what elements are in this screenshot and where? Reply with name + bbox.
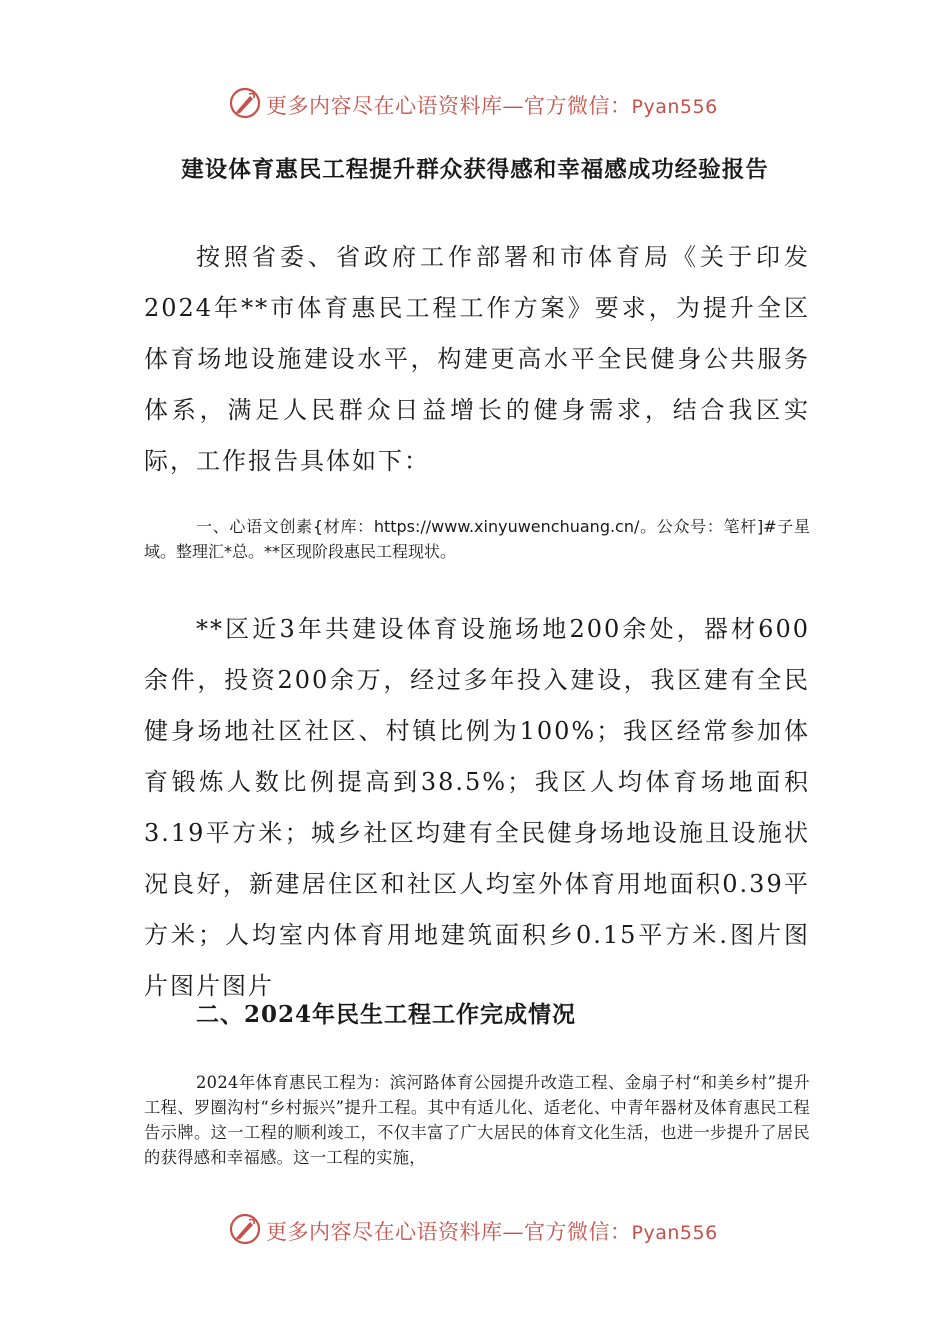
- document-title: 建设体育惠民工程提升群众获得感和幸福感成功经验报告: [181, 157, 769, 183]
- watermark-label: 更多内容尽在心语资料库—官方微信：: [266, 1220, 632, 1244]
- section1-heading: 一、心语文创素{材库：https://www.xinyuwenchuang.cn/。公众号：笔杆]#子星域。整理汇*总。**区现阶段惠民工程现状。: [144, 517, 810, 561]
- watermark-header: [0, 84, 950, 124]
- section1-body: **区近3年共建设体育设施场地200余处，器材600余件，投资200余万，经过多年投入建设，我区建有全民健身场地社区社区、村镇比例为100%；我区经常参加体育锻炼人数比例提高到38.5%；我区人均体育场地面积3.19平方米；城乡社区均建有全民健身场地设施且设施状况良好，新建居住区和社区人均室外体育用地面积0.39平方米；人均室内体育用地建筑面积乡0.15平方米.图片图片图片图片: [144, 615, 810, 1000]
- pen-logo-icon: [228, 1212, 262, 1246]
- watermark-wechat-id: Pyan556: [631, 96, 718, 118]
- pen-logo-icon: [228, 86, 262, 120]
- watermark-text: [266, 90, 718, 120]
- intro-paragraph: 按照省委、省政府工作部署和市体育局《关于印发2024年**市体育惠民工程工作方案》要求，为提升全区体育场地设施建设水平，构建更高水平全民健身公共服务体系，满足人民群众日益增长的健身需求，结合我区实际，工作报告具体如下：: [144, 243, 810, 475]
- watermark-footer: [0, 1210, 950, 1250]
- watermark-text: [266, 1216, 718, 1246]
- section2-heading: 二、2024年民生工程工作完成情况: [196, 1001, 577, 1028]
- watermark-label: 更多内容尽在心语资料库—官方微信：: [266, 94, 632, 118]
- section2-body: 2024年体育惠民工程为：滨河路体育公园提升改造工程、金扇子村“和美乡村”提升工程、罗圈沟村“乡村振兴”提升工程。其中有适儿化、适老化、中青年器材及体育惠民工程告示牌。这一工程的顺利竣工，不仅丰富了广大居民的体育文化生活，也进一步提升了居民的获得感和幸福感。这一工程的实施，: [144, 1073, 810, 1167]
- watermark-wechat-id: Pyan556: [631, 1222, 718, 1244]
